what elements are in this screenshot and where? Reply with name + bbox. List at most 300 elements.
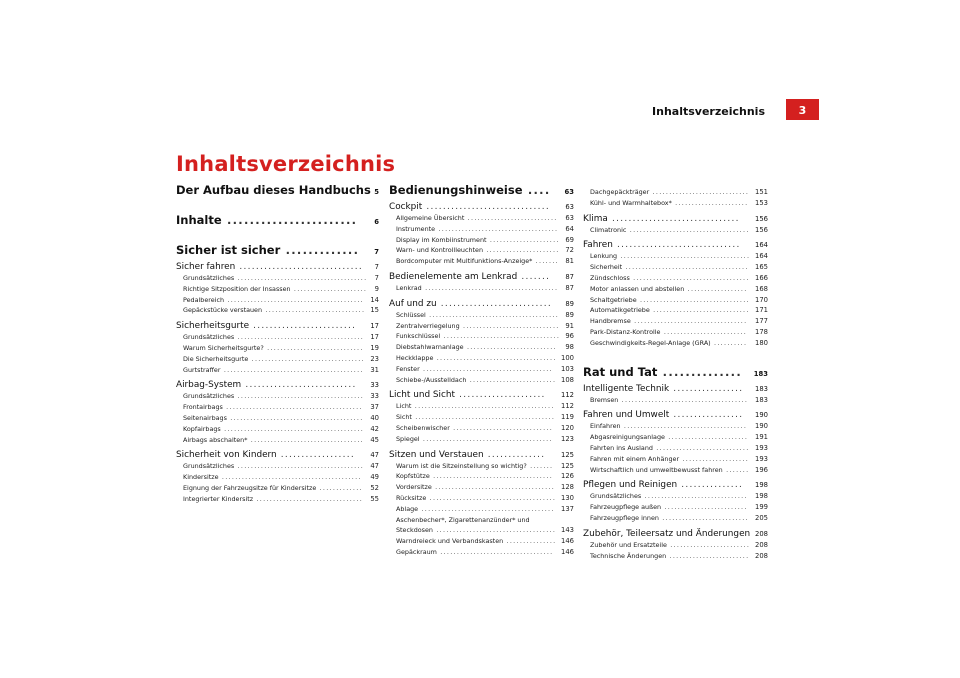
leader-dots: ............. <box>316 483 363 492</box>
toc-entry-label: Pflegen und Reinigen <box>583 480 678 491</box>
toc-entry-page: 164 <box>755 241 768 250</box>
leader-dots: ....................... <box>221 213 358 227</box>
leader-dots: .................. <box>684 284 748 293</box>
toc-entry-label: Scheibenwischer <box>396 423 450 432</box>
toc-entry-label: Bordcomputer mit Multifunktions-Anzeige* <box>396 257 533 266</box>
toc-entry-label: Warum ist die Sitzeinstellung so wichtig? <box>396 461 527 470</box>
toc-entry-page: 14 <box>370 295 379 304</box>
toc-entry-page: 164 <box>755 252 768 261</box>
toc-entry-sub <box>583 273 768 284</box>
toc-entry-page: 191 <box>755 433 768 442</box>
toc-entry-sub <box>583 395 768 406</box>
toc-column-3 <box>583 183 768 561</box>
toc-entry-label: Warum Sicherheitsgurte? <box>183 343 264 352</box>
toc-entry-page: 33 <box>370 381 379 390</box>
toc-entry-page: 128 <box>561 483 574 492</box>
toc-entry-page: 87 <box>565 283 574 292</box>
toc-entry-label: Allgemeine Übersicht <box>396 214 465 222</box>
toc-entry-label: Kindersitze <box>183 473 219 482</box>
toc-entry-label: Schaltgetriebe <box>590 295 637 304</box>
toc-entry-label: Bedienelemente am Lenkrad <box>389 271 518 282</box>
toc-entry-label: Bremsen <box>590 395 619 404</box>
leader-dots: .................................... <box>435 224 559 233</box>
toc-entry-page: 69 <box>565 235 574 244</box>
toc-entry-sub <box>389 321 574 332</box>
toc-entry-page: 47 <box>370 462 379 471</box>
toc-entry-page: 180 <box>755 338 768 347</box>
toc-entry-page: 183 <box>755 395 768 404</box>
leader-dots: ....................................... <box>617 252 751 261</box>
toc-entry-page: 183 <box>753 369 768 378</box>
toc-entry-sub <box>176 391 379 402</box>
leader-dots: .................. <box>276 450 355 461</box>
toc-entry-page: 9 <box>374 284 379 293</box>
toc-entry-sub <box>583 338 768 349</box>
toc-entry-label: Dachgepäckträger <box>590 188 650 196</box>
toc-entry-sub <box>389 283 574 294</box>
toc-entry-page: 125 <box>561 450 574 459</box>
toc-entry-page: 171 <box>755 306 768 315</box>
toc-entry-page: 123 <box>561 434 574 443</box>
toc-entry-label: Frontairbags <box>183 403 223 412</box>
toc-entry-label: Sicher ist sicher <box>176 243 281 257</box>
toc-entry-sub <box>583 432 768 443</box>
toc-entry-sec <box>583 213 768 225</box>
toc-entry-sub <box>583 295 768 306</box>
toc-entry-sub <box>389 547 574 558</box>
leader-dots: ..................... <box>455 390 546 401</box>
toc-entry-label: Grundsätzliches <box>183 333 235 342</box>
leader-dots: ............... <box>677 480 744 491</box>
toc-entry-sub <box>389 434 574 445</box>
toc-entry-page: 156 <box>755 225 768 234</box>
toc-entry-label: Schlüssel <box>396 310 426 319</box>
leader-dots: ............................ <box>652 443 750 452</box>
leader-dots: ............................. <box>649 306 750 315</box>
leader-dots: .......................... <box>466 375 557 384</box>
toc-entry-sub <box>583 262 768 273</box>
leader-dots: ..................................... <box>622 263 749 272</box>
toc-entry-page: 98 <box>565 343 574 352</box>
leader-dots: .............................. <box>235 262 364 272</box>
leader-dots: .............................. <box>449 423 554 432</box>
toc-entry-sub <box>583 540 768 551</box>
leader-dots: .............. <box>483 449 546 460</box>
toc-entry-part <box>583 365 768 379</box>
toc-entry-sub <box>389 482 574 493</box>
toc-entry-label: Heckklappe <box>396 353 434 362</box>
toc-entry-page: 196 <box>755 465 768 474</box>
leader-dots: ......................... <box>661 503 748 512</box>
toc-entry-sub <box>389 423 574 434</box>
leader-dots: ....... <box>517 271 551 282</box>
leader-dots: ................. <box>669 383 744 394</box>
leader-dots: .................................... <box>431 483 556 492</box>
toc-entry-label: Zubehör, Teileersatz und Änderungen <box>583 528 751 539</box>
toc-entry-sub <box>389 412 574 423</box>
toc-entry-page: 40 <box>370 413 379 422</box>
toc-entry-page: 17 <box>370 322 379 331</box>
toc-entry-label: Bedienungshinweise <box>389 183 523 197</box>
toc-entry-label: Grundsätzliches <box>183 274 235 282</box>
leader-dots: ........................................ <box>226 413 364 422</box>
toc-entry-label: Lenkung <box>590 252 618 261</box>
toc-entry-page: 103 <box>561 364 574 373</box>
toc-entry-page: 45 <box>370 435 379 444</box>
toc-entry-page: 198 <box>755 492 768 501</box>
leader-dots: .................................. <box>248 354 365 363</box>
toc-entry-page: 49 <box>370 473 379 482</box>
toc-entry-sec <box>176 261 379 273</box>
leader-dots: ....... <box>532 257 559 266</box>
toc-entry-sub <box>583 491 768 502</box>
toc-entry-label: Sicherheitsgurte <box>176 321 250 332</box>
leader-dots: ................................... <box>440 332 561 341</box>
toc-entry-page: 193 <box>755 454 768 463</box>
toc-entry-part <box>389 183 574 197</box>
toc-entry-label: Integrierter Kindersitz <box>183 494 254 503</box>
leader-dots: ...................................... <box>234 392 365 401</box>
toc-entry-page: 100 <box>561 353 574 362</box>
toc-entry-sub <box>583 443 768 454</box>
toc-entry-label: Gepäckraum <box>396 547 437 556</box>
toc-entry-sub <box>389 525 574 536</box>
toc-entry-label: Licht und Sicht <box>389 390 456 401</box>
toc-entry-page: 63 <box>565 203 574 211</box>
toc-entry-sub <box>389 461 574 472</box>
toc-entry-label: Gepäckstücke verstauen <box>183 306 263 315</box>
toc-entry-label: Sicherheit von Kindern <box>176 450 277 461</box>
toc-entry-label: Pedalbereich <box>183 295 225 304</box>
leader-dots: ................................ <box>253 494 364 503</box>
toc-entry-page: 7 <box>374 263 379 271</box>
toc-entry-label: Technische Änderungen <box>590 551 667 560</box>
toc-entry-sub <box>583 251 768 262</box>
leader-dots: .................................. <box>630 317 748 326</box>
toc-entry-sec <box>583 409 768 421</box>
toc-entry-sub <box>583 513 768 524</box>
toc-entry-page: 64 <box>565 224 574 233</box>
leader-dots: .............................. <box>422 202 550 212</box>
toc-entry-sub <box>389 224 574 235</box>
toc-entry-page: 190 <box>755 422 768 431</box>
leader-dots: .............................. <box>262 306 366 315</box>
toc-entry-sub <box>389 515 574 526</box>
leader-dots: .................................... <box>626 225 750 234</box>
toc-entry-page: 6 <box>374 218 379 226</box>
leader-dots: ............................... <box>641 492 748 501</box>
toc-entry-label: Fahren mit einem Anhänger <box>590 454 680 463</box>
leader-dots: ......................... <box>660 327 748 336</box>
toc-entry-page: 120 <box>561 423 574 432</box>
leader-dots: ........................................ <box>418 504 555 513</box>
leader-dots: ....................................... <box>234 274 368 282</box>
toc-entry-page: 205 <box>755 513 768 522</box>
leader-dots: ....................................... <box>419 364 553 373</box>
toc-entry-sub <box>176 343 379 354</box>
toc-entry-label: Spiegel <box>396 434 420 443</box>
toc-entry-page: 112 <box>561 402 574 411</box>
toc-entry-sub <box>583 421 768 432</box>
leader-dots: .................................... <box>429 472 554 481</box>
leader-dots: ............................. <box>649 188 750 196</box>
toc-entry-page: 7 <box>374 248 379 256</box>
leader-dots: ....... <box>722 465 750 474</box>
leader-dots: ................................. <box>636 295 750 304</box>
leader-dots: .................................... <box>433 353 557 362</box>
toc-entry-sec <box>583 383 768 395</box>
leader-dots: .......................................... <box>218 473 362 482</box>
toc-entry-label: Geschwindigkeits-Regel-Anlage (GRA) <box>590 338 711 347</box>
toc-entry-label: Cockpit <box>389 202 423 212</box>
toc-entry-sec <box>176 449 379 461</box>
toc-entry-page: 177 <box>755 317 768 326</box>
toc-entry-label: Aschenbecher*, Zigarettenanzünder* und <box>396 515 530 524</box>
toc-entry-label: Fahren <box>583 240 613 251</box>
toc-entry-sub <box>389 375 574 386</box>
toc-entry-sub <box>583 465 768 476</box>
toc-entry-label: Seitenairbags <box>183 413 227 422</box>
page-number-badge: 3 <box>786 99 819 120</box>
toc-entry-page: 72 <box>565 246 574 255</box>
toc-entry-sub <box>583 316 768 327</box>
toc-entry-page: 130 <box>561 493 574 502</box>
toc-entry-page: 23 <box>370 354 379 363</box>
toc-entry-sub <box>176 494 379 505</box>
toc-entry-page: 156 <box>755 214 768 223</box>
leader-dots: ........................... <box>241 380 357 391</box>
toc-entry-sub <box>176 402 379 413</box>
toc-entry-part <box>176 183 379 197</box>
toc-entry-label: Grundsätzliches <box>590 492 642 501</box>
toc-entry-page: 190 <box>755 411 768 420</box>
toc-entry-page: 198 <box>755 481 768 490</box>
toc-entry-page: 5 <box>374 188 379 196</box>
leader-dots: ........................ <box>666 551 750 560</box>
toc-entry-page: 52 <box>370 483 379 492</box>
toc-entry-sub <box>389 353 574 364</box>
toc-entry-page: 208 <box>755 551 768 560</box>
toc-entry-page: 183 <box>755 384 768 393</box>
toc-entry-label: Schiebe-/Ausstelldach <box>396 375 467 384</box>
toc-entry-label: Fahrten ins Ausland <box>590 443 653 452</box>
toc-entry-sec <box>389 201 574 213</box>
toc-entry-sec <box>389 271 574 283</box>
toc-entry-label: Display im Kombiinstrument <box>396 235 487 244</box>
leader-dots: ....................................... <box>425 310 560 319</box>
toc-column-2 <box>389 183 574 558</box>
leader-dots: ............... <box>503 537 557 546</box>
toc-entry-sub <box>389 245 574 256</box>
toc-entry-page: 31 <box>370 365 379 374</box>
leader-dots: ................. <box>669 410 744 421</box>
toc-entry-label: Grundsätzliches <box>183 392 235 401</box>
toc-entry-label: Automatikgetriebe <box>590 306 650 315</box>
toc-entry-label: Sicher fahren <box>176 262 236 272</box>
toc-entry-part <box>176 243 379 257</box>
leader-dots: .............................. <box>612 240 741 251</box>
toc-entry-page: 168 <box>755 284 768 293</box>
leader-dots: ........................ <box>666 540 751 549</box>
leader-dots: .......................................... <box>220 424 365 433</box>
toc-entry-sub <box>176 483 379 494</box>
leader-dots: ......................................... <box>222 403 363 412</box>
toc-entry-sec <box>583 528 768 540</box>
toc-entry-sub <box>583 502 768 513</box>
toc-entry-label: Vordersitze <box>396 483 432 492</box>
toc-entry-page: 33 <box>370 392 379 401</box>
toc-entry-page: 137 <box>561 504 574 513</box>
leader-dots: ............................... <box>607 213 740 224</box>
leader-dots: ............. <box>280 243 360 257</box>
toc-entry-page: 81 <box>565 257 574 266</box>
toc-entry-page: 42 <box>370 424 379 433</box>
toc-entry-label: Einfahren <box>590 422 621 431</box>
leader-dots: .................................... <box>433 526 557 535</box>
toc-entry-page: 146 <box>561 547 574 556</box>
toc-entry-sub <box>176 472 379 483</box>
toc-entry-label: Sicht <box>396 413 412 422</box>
leader-dots: ...................... <box>290 284 368 293</box>
toc-entry-label: Funkschlüssel <box>396 332 441 341</box>
toc-entry-sec <box>389 389 574 401</box>
toc-entry-label: Fahrzeugpflege außen <box>590 503 662 512</box>
toc-entry-label: Lenkrad <box>396 283 422 292</box>
toc-entry-page: 199 <box>755 503 768 512</box>
toc-entry-page: 63 <box>564 188 574 196</box>
toc-entry-sub <box>389 401 574 412</box>
toc-entry-label: Steckdosen <box>396 526 433 535</box>
toc-entry-page: 170 <box>755 295 768 304</box>
toc-entry-page: 89 <box>565 299 574 308</box>
toc-entry-label: Kopfstütze <box>396 472 430 481</box>
toc-entry-sub <box>389 493 574 504</box>
toc-entry-part <box>176 213 379 227</box>
toc-entry-sec <box>176 379 379 391</box>
toc-entry-label: Fahren und Umwelt <box>583 410 670 421</box>
toc-entry-label: Park-Distanz-Kontrolle <box>590 327 661 336</box>
leader-dots: ......................................... <box>224 295 364 304</box>
toc-entry-sub <box>176 332 379 343</box>
leader-dots: .... <box>522 183 551 197</box>
toc-entry-sub <box>389 310 574 321</box>
toc-entry-sub <box>176 354 379 365</box>
leader-dots: ...................... <box>483 246 560 255</box>
toc-entry-page: 7 <box>374 274 379 282</box>
toc-entry-label: Instrumente <box>396 224 436 233</box>
toc-entry-label: Klima <box>583 213 608 224</box>
toc-entry-label: Zubehör und Ersatzteile <box>590 540 667 549</box>
toc-entry-sub <box>176 435 379 446</box>
toc-entry-sec <box>389 298 574 310</box>
toc-entry-sub <box>389 342 574 353</box>
leader-dots: ...................................... <box>426 493 557 502</box>
toc-entry-label: Warndreieck und Verbandskasten <box>396 537 504 546</box>
toc-entry-sub <box>389 331 574 342</box>
toc-entry-label: Grundsätzliches <box>183 462 235 471</box>
toc-entry-page: 143 <box>561 526 574 535</box>
toc-entry-sub <box>176 295 379 306</box>
toc-entry-sec <box>583 479 768 491</box>
toc-entry-page: 19 <box>370 343 379 352</box>
toc-entry-sub <box>176 365 379 376</box>
toc-entry-label: Eignung der Fahrzeugsitze für Kindersitze <box>183 483 317 492</box>
toc-entry-label: Ablage <box>396 504 419 513</box>
leader-dots: ...................................... <box>618 395 749 404</box>
leader-dots: .......................... <box>658 513 749 522</box>
toc-entry-sub <box>583 284 768 295</box>
toc-entry-page: 166 <box>755 273 768 282</box>
toc-entry-page: 126 <box>561 472 574 481</box>
toc-entry-sub <box>176 305 379 316</box>
leader-dots: ...................................... <box>234 333 365 342</box>
leader-dots: ...................................... <box>234 462 365 471</box>
toc-entry-label: Climatronic <box>590 225 627 234</box>
page-title: Inhaltsverzeichnis <box>176 152 396 176</box>
leader-dots: ........................ <box>664 433 749 442</box>
toc-entry-sub <box>389 364 574 375</box>
toc-entry-sub <box>583 187 768 198</box>
toc-entry-label: Kopfairbags <box>183 424 221 433</box>
toc-entry-label: Inhalte <box>176 213 222 227</box>
leader-dots: .......................................... <box>411 402 555 411</box>
toc-entry-page: 146 <box>561 537 574 546</box>
toc-entry-sub <box>583 327 768 338</box>
toc-entry-sub <box>176 424 379 435</box>
toc-entry-sec <box>389 449 574 461</box>
toc-entry-label: Kühl- und Warmhaltebox* <box>590 198 672 207</box>
leader-dots: .................... <box>679 454 750 463</box>
toc-entry-page: 55 <box>370 494 379 503</box>
toc-entry-label: Zündschloss <box>590 273 630 282</box>
toc-entry-label: Airbags abschalten* <box>183 435 248 444</box>
leader-dots: ..................... <box>486 235 560 244</box>
toc-entry-page: 108 <box>561 375 574 384</box>
leader-dots: ............................. <box>459 321 560 330</box>
toc-entry-sub <box>389 213 574 224</box>
toc-entry-page: 153 <box>755 198 768 207</box>
leader-dots: .................................. <box>247 435 365 444</box>
toc-entry-label: Intelligente Technik <box>583 383 670 394</box>
toc-entry-label: Zentralverriegelung <box>396 321 460 330</box>
toc-entry-label: Gurtstraffer <box>183 365 221 374</box>
leader-dots: ........................... <box>463 343 557 352</box>
toc-entry-page: 112 <box>561 391 574 400</box>
toc-entry-sec <box>583 239 768 251</box>
toc-entry-label: Fahrzeugpflege innen <box>590 513 659 522</box>
toc-entry-sub <box>583 551 768 562</box>
running-header-title: Inhaltsverzeichnis <box>652 105 765 118</box>
leader-dots: ................................... <box>629 273 750 282</box>
toc-entry-page: 63 <box>565 214 574 222</box>
toc-entry-page: 151 <box>755 188 768 196</box>
toc-entry-label: Der Aufbau dieses Handbuchs <box>176 183 371 197</box>
toc-entry-label: Fenster <box>396 364 420 373</box>
toc-entry-label: Rat und Tat <box>583 364 658 379</box>
leader-dots: ....................................... <box>419 434 553 443</box>
leader-dots: .......................................... <box>220 365 364 374</box>
toc-entry-label: Handbremse <box>590 317 631 326</box>
toc-entry-page: 91 <box>565 321 574 330</box>
leader-dots: ....... <box>526 461 554 470</box>
toc-entry-label: Abgasreinigungsanlage <box>590 433 665 442</box>
toc-entry-sub <box>389 504 574 515</box>
toc-entry-page: 208 <box>755 529 768 538</box>
leader-dots: .......................................... <box>411 413 556 422</box>
leader-dots: ........................... <box>436 298 553 309</box>
toc-entry-label: Richtige Sitzposition der Insassen <box>183 284 291 293</box>
toc-entry-sub <box>583 225 768 236</box>
